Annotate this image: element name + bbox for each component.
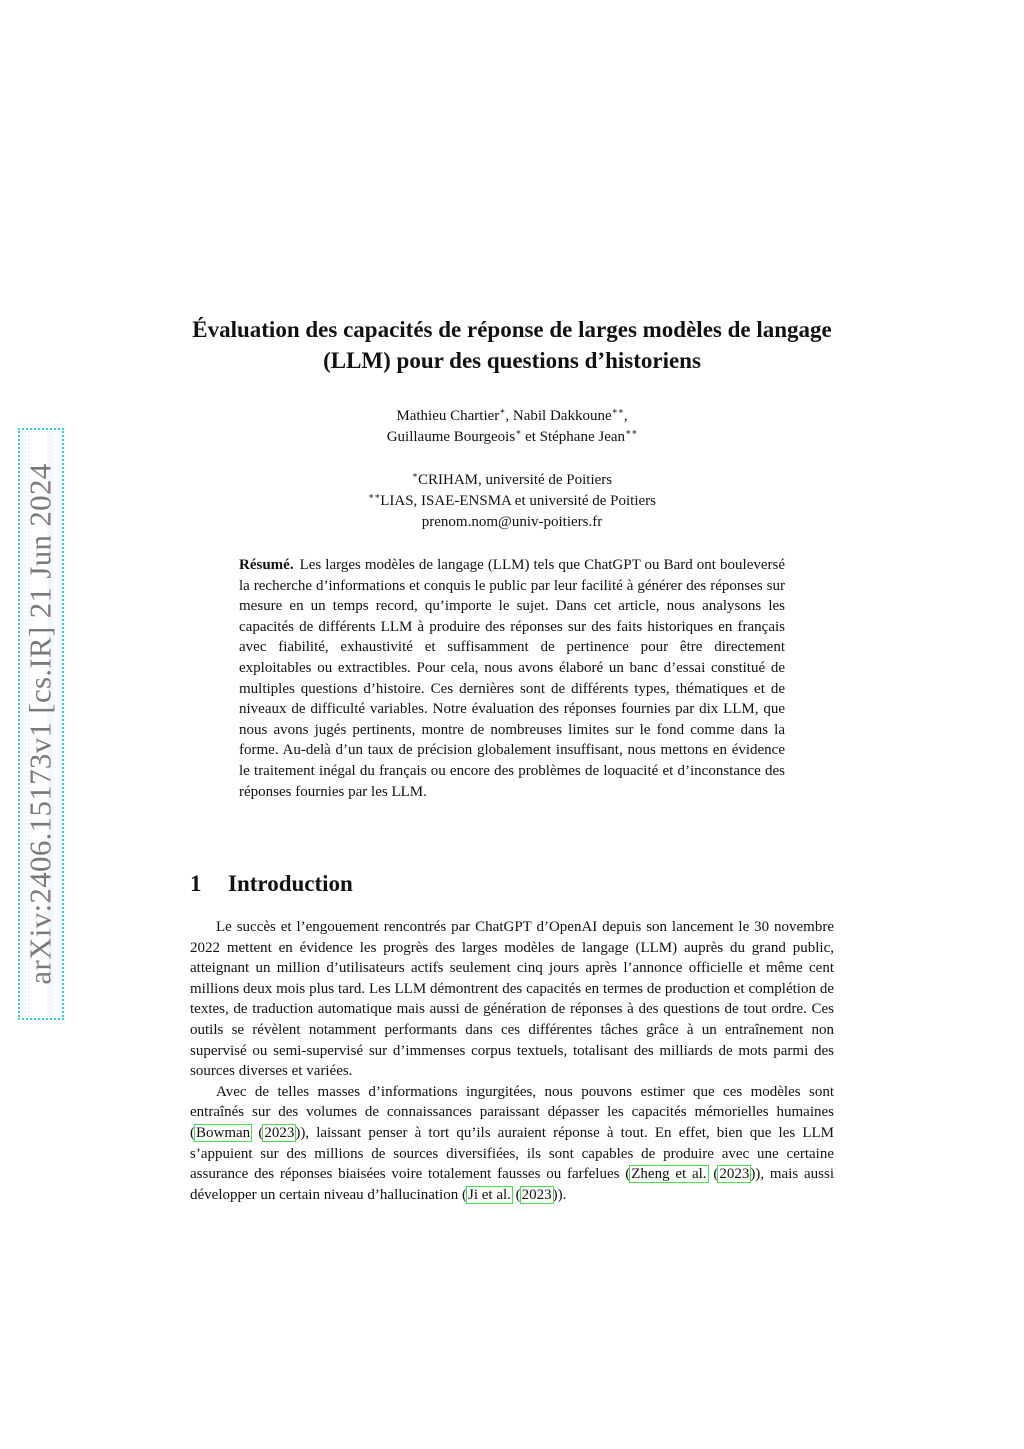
paragraph-text: (: [515, 1186, 521, 1203]
citation-link[interactable]: 2023: [264, 1124, 295, 1141]
affiliation-mark: ∗: [411, 470, 418, 480]
paragraph-text: (: [713, 1166, 719, 1183]
affiliation-mark: ∗∗: [367, 491, 381, 501]
citation-link[interactable]: 2023: [521, 1186, 552, 1203]
abstract-text: Les larges modèles de langage (LLM) tels que ChatGPT ou Bard ont bouleversé la recherche d’informations et conquis le public par leur facilité à générer des réponses sur mesure en un temps record, qu’importe le sujet. Dans cet article, nous analysons les capacités de différents LLM à produire des réponses sur des faits historiques en français avec fiabilité, exhaustivité et suffisamment de pertinence pour être directement exploitables ou extractibles. Pour cela, nous avons élaboré un banc d’essai constitué de multiples questions d’histoire. Ces dernières sont de différents types, thématiques et de niveaux de difficulté variables. Notre évaluation des réponses fournies par dix LLM, que nous avons jugés pertinents, montre de nombreuses limites sur le fond comme dans la forme. Au-delà d’un taux de précision globalement insuffisant, nous mettons en évidence le traitement inégal du français ou encore des problèmes de loquacité et d’inconstance des réponses fournies par les LLM.: [239, 557, 785, 800]
author-list: Mathieu Chartier∗, Nabil Dakkoune∗∗, Guillaume Bourgeois∗ et Stéphane Jean∗∗: [386, 406, 638, 445]
arxiv-identifier-text: arXiv:2406.15173v1 [cs.IR] 21 Jun 2024: [23, 463, 59, 985]
section-number: 1: [190, 871, 202, 896]
abstract: [239, 555, 785, 802]
abstract-label: Résumé.: [239, 557, 294, 573]
author-conjunction: et: [525, 429, 536, 445]
paper-title: Évaluation des capacités de réponse de larges modèles de langage (LLM) pour des questions d’historiens: [192, 317, 832, 373]
section-title: Introduction: [228, 871, 353, 896]
contact-email: prenom.nom@univ-poitiers.fr: [421, 514, 603, 530]
paragraph: Le succès et l’engouement rencontrés par ChatGPT d’OpenAI depuis son lancement le 30 novembre 2022 mettent en évidence les progrès des larges modèles de langage (LLM) auprès du grand public, atteignant un million d’utilisateurs actifs seulement cinq jours après l’annonce officielle et même cent millions deux mois plus tard. Les LLM démontrent des capacités en termes de production et complétion de textes, de traduction automatique mais aussi de génération de réponses à des questions de tout ordre. Ces outils se révèlent notamment performants dans ces différentes tâches grâce à un entraînement non supervisé ou semi-supervisé sur d’immenses corpus textuels, totalisant des milliards de mots parmi des sources diverses et variées.: [190, 919, 834, 1080]
affiliation-mark: ∗: [499, 406, 506, 416]
affiliation-mark: ∗: [515, 427, 522, 437]
author-name: Guillaume Bourgeois: [386, 429, 516, 445]
paragraph-text: Avec de telles masses d’informations ingurgitées, nous pouvons estimer que ces modèles sont entraînés sur des volumes de connaissances paraissant dépasser les capacités mémorielles humaines (: [190, 1083, 834, 1141]
author-name: Mathieu Chartier: [396, 408, 500, 424]
section-heading: [190, 869, 353, 899]
affiliation-line: LIAS, ISAE-ENSMA et université de Poitiers: [380, 493, 657, 509]
paragraph-text: ): [750, 1166, 756, 1183]
arxiv-identifier[interactable]: [18, 428, 64, 1020]
citation-link[interactable]: Ji et al.: [467, 1186, 511, 1203]
paragraph-text: ): [552, 1186, 558, 1203]
affiliation-mark: ∗∗: [611, 406, 624, 416]
citation-link[interactable]: Zheng et al.: [631, 1166, 707, 1183]
paragraph-text: ), mais aussi développer un certain niveau d’hallucination (: [190, 1166, 834, 1203]
paragraph-text: ): [295, 1124, 301, 1141]
affiliation-line: CRIHAM, université de Poitiers: [417, 472, 613, 488]
author-name: Nabil Dakkoune: [512, 408, 612, 424]
affiliation-mark: ∗∗: [625, 427, 638, 437]
section-body: [190, 917, 834, 1205]
affiliations: [190, 470, 834, 533]
citation-link[interactable]: 2023: [719, 1166, 750, 1183]
citation-link[interactable]: Bowman: [196, 1124, 251, 1141]
paragraph: [190, 1082, 834, 1206]
author-name: Stéphane Jean: [539, 429, 626, 445]
paragraph-text: ).: [557, 1186, 567, 1203]
paragraph-text: (: [258, 1124, 264, 1141]
paragraph-text: ), laissant penser à tort qu’ils auraient réponse à tout. En effet, bien que les LLM s’appuient sur des millions de sources diversifiées, ils sont capables de produire avec une certaine assurance des réponses biaisées voire totalement fausses ou farfelues (: [190, 1124, 834, 1183]
